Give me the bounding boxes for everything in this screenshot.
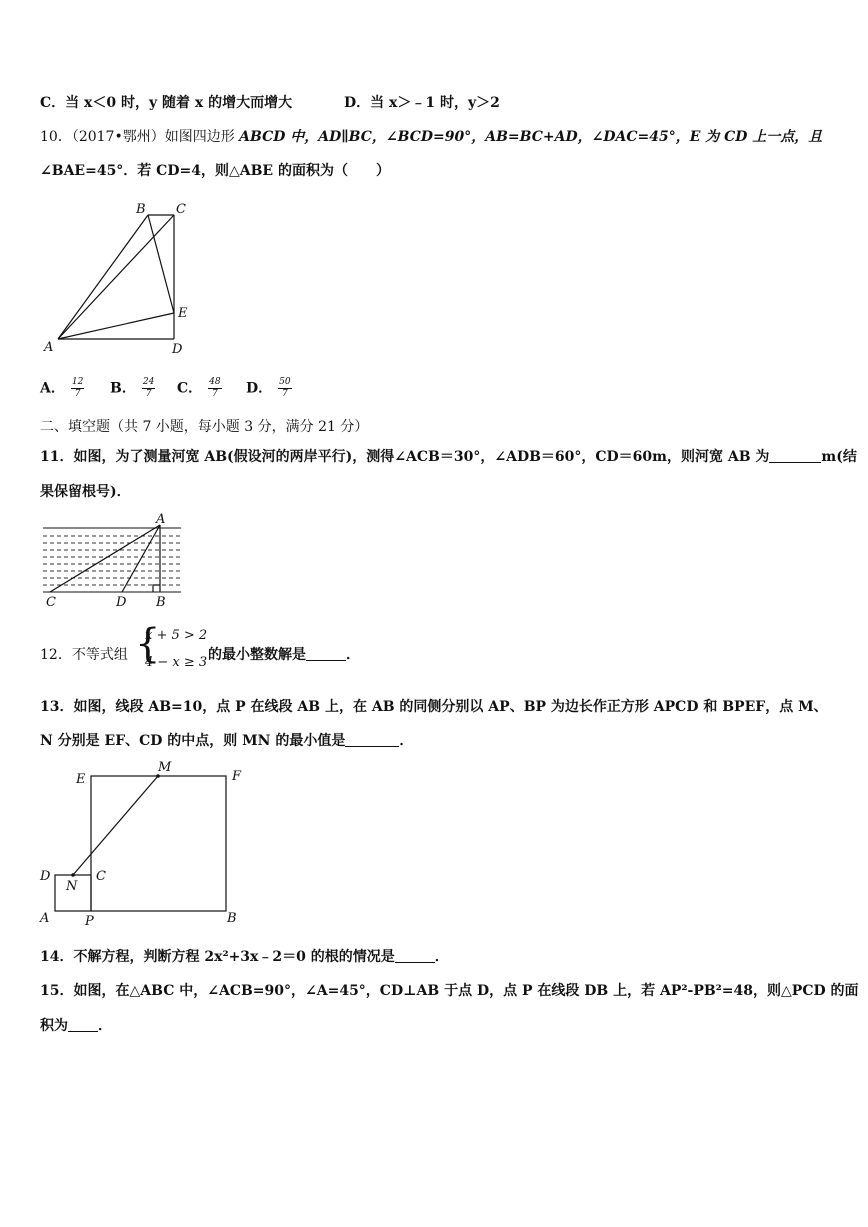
q13-label-d: D: [40, 869, 51, 884]
q10-label-b: B: [136, 202, 146, 217]
q13-label-f: F: [232, 769, 242, 784]
q11-stem-line2: 果保留根号)．: [40, 484, 131, 500]
q12-answer-blank: [306, 646, 346, 661]
q11-stem-line1: 11．如图，为了测量河宽 AB(假设河的两岸平行)，测得∠ACB＝30°，∠ADB＝60°，CD＝60m，则河宽 AB 为 m(结: [40, 449, 857, 465]
q13-label-c: C: [96, 869, 106, 884]
q13-label-a: A: [40, 911, 50, 926]
q10-label-c: C: [176, 202, 186, 217]
q12-brace: {: [135, 621, 161, 667]
q11-label-a: A: [156, 512, 166, 527]
q11-label-d: D: [116, 595, 127, 610]
q14-answer-blank: [395, 948, 435, 963]
q15-answer-blank: [68, 1017, 98, 1032]
q10-stem-line2: ∠BAE=45°．若 CD=4，则△ABE 的面积为（ ）: [40, 163, 390, 179]
q10-label-e: E: [178, 306, 188, 321]
q9-option-d: D．当 x＞﹣1 时，y＞2: [344, 95, 500, 111]
q10-label-a: A: [44, 340, 54, 355]
q10-stem-line1: [40, 126, 822, 146]
q10-option-d: D． $\frac{50}{7}$: [246, 377, 291, 399]
q12-inequality-1: x + 5 > 2: [145, 628, 208, 643]
q11-label-c: C: [46, 595, 56, 610]
q13-label-b: B: [227, 911, 237, 926]
q11-answer-blank: [769, 448, 821, 463]
q10-option-a: A． $\frac{12}{7}$: [40, 377, 84, 399]
q11-figure: [40, 512, 190, 612]
q13-answer-blank: [345, 732, 399, 747]
q13-label-n: N: [66, 879, 78, 894]
q10-conditions: ABCD 中，AD∥BC，∠BCD=90°，AB=BC+AD，∠DAC=45°，E 为 CD 上一点，且: [239, 129, 823, 145]
q15-stem-line2: 积为 ．: [40, 1018, 112, 1034]
q9-option-c: C．当 x＜0 时，y 随着 x 的增大而增大: [40, 95, 293, 111]
q10-option-b: B． $\frac{24}{7}$: [110, 377, 155, 399]
q14-stem: 14．不解方程，判断方程 2x²+3x﹣2＝0 的根的情况是 ．: [40, 949, 449, 965]
q12-prefix: 12．不等式组: [40, 647, 128, 663]
q10-label-d: D: [172, 342, 183, 355]
q13-label-m: M: [158, 760, 172, 775]
q13-figure: [36, 756, 246, 928]
q10-option-c: C． $\frac{48}{7}$: [177, 377, 221, 399]
section-title: 二、填空题（共 7 小题，每小题 3 分，满分 21 分）: [40, 419, 369, 435]
q12-inequality-2: 4 − x ≥ 3: [145, 655, 208, 670]
q13-label-p: P: [85, 914, 94, 928]
q13-label-e: E: [76, 772, 86, 787]
q15-stem-line1: 15．如图，在△ABC 中，∠ACB=90°，∠A=45°，CD⊥AB 于点 D，点 P 在线段 DB 上，若 AP²-PB²=48，则△PCD 的面: [40, 983, 859, 999]
q12-suffix: 的最小整数解是 ．: [208, 647, 360, 663]
q10-prefix: 10．（2017•鄂州）如图四边形: [40, 129, 240, 145]
q10-figure: [40, 195, 200, 355]
q13-stem-line2: N 分别是 EF、CD 的中点，则 MN 的最小值是 ．: [40, 733, 414, 749]
q13-stem-line1: 13．如图，线段 AB=10，点 P 在线段 AB 上，在 AB 的同侧分别以 AP、BP 为边长作正方形 APCD 和 BPEF，点 M、: [40, 699, 828, 715]
q11-label-b: B: [156, 595, 166, 610]
